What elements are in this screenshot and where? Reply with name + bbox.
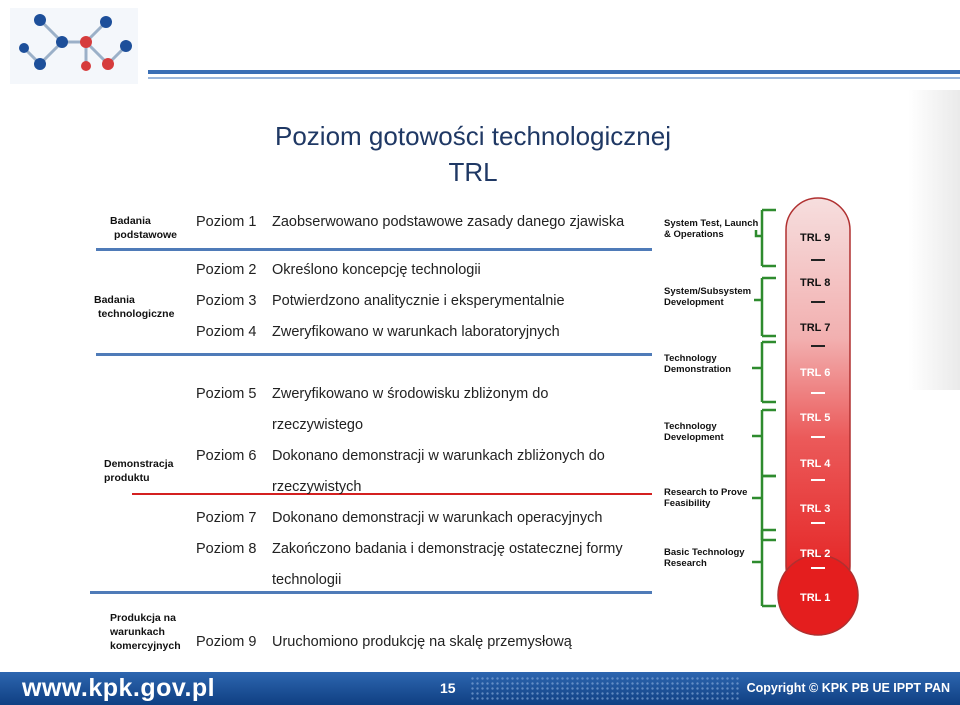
trl-label: TRL 7 xyxy=(800,322,831,334)
stage-label: Technology Demonstration xyxy=(664,353,732,375)
level-label: Poziom 3 xyxy=(196,293,257,309)
stage-label: System Test, Launch & Operations xyxy=(664,218,759,240)
trl-label: TRL 9 xyxy=(800,232,831,244)
level-description-cont: technologii xyxy=(272,572,342,588)
trl-label: TRL 3 xyxy=(800,503,831,515)
level-description-cont: rzeczywistych xyxy=(272,479,362,495)
level-description: Uruchomiono produkcję na skalę przemysłową xyxy=(272,634,572,650)
level-label: Poziom 1 xyxy=(196,214,257,230)
red-divider xyxy=(132,493,660,495)
footer-url[interactable]: www.kpk.gov.pl xyxy=(22,674,216,702)
level-label: Poziom 8 xyxy=(196,541,257,557)
footer-dots xyxy=(470,676,740,702)
trl-label: TRL 8 xyxy=(800,277,831,289)
stage-label: Basic Technology Research xyxy=(664,547,745,569)
group-separator xyxy=(96,248,652,251)
trl-label: TRL 1 xyxy=(800,592,831,604)
level-description: Dokonano demonstracji w warunkach operacyjnych xyxy=(272,510,603,526)
category-label: Badania technologiczne xyxy=(94,294,175,320)
stage-label: Technology Development xyxy=(664,421,724,443)
level-label: Poziom 5 xyxy=(196,386,257,402)
level-description-cont: rzeczywistego xyxy=(272,417,364,433)
group-separator xyxy=(90,591,652,594)
trl-label: TRL 6 xyxy=(800,367,831,379)
level-label: Poziom 2 xyxy=(196,262,257,278)
title-line-2: TRL xyxy=(448,157,498,187)
page-number: 15 xyxy=(440,680,456,696)
category-label: Demonstracja produktu xyxy=(104,458,174,484)
level-description: Zaobserwowano podstawowe zasady danego zjawiska xyxy=(272,214,625,230)
stage-label: Research to Prove Feasibility xyxy=(664,487,748,509)
level-description: Potwierdzono analitycznie i eksperymentalnie xyxy=(272,293,565,309)
trl-label: TRL 5 xyxy=(800,412,831,424)
category-label: Badania podstawowe xyxy=(110,215,178,241)
level-description: Zweryfikowano w warunkach laboratoryjnych xyxy=(272,324,560,340)
category-label: Produkcja na warunkach komercyjnych xyxy=(110,612,181,652)
header-rule xyxy=(148,70,960,74)
kpk-logo xyxy=(10,8,138,84)
trl-label: TRL 4 xyxy=(800,458,831,470)
group-separator xyxy=(96,353,652,356)
level-description: Zweryfikowano w środowisku zbliżonym do xyxy=(272,386,549,402)
stage-label: System/Subsystem Development xyxy=(664,286,752,308)
thermometer-tube xyxy=(786,198,850,598)
level-label: Poziom 6 xyxy=(196,448,257,464)
copyright-text: Copyright © KPK PB UE IPPT PAN xyxy=(746,681,950,695)
level-description: Określono koncepcję technologii xyxy=(272,262,481,278)
trl-label: TRL 2 xyxy=(800,548,831,560)
slide-title xyxy=(0,118,946,190)
level-label: Poziom 7 xyxy=(196,510,257,526)
trl-thermometer xyxy=(652,190,860,655)
title-line-1: Poziom gotowości technologicznej xyxy=(275,121,671,151)
level-label: Poziom 9 xyxy=(196,634,257,650)
level-label: Poziom 4 xyxy=(196,324,257,340)
level-description: Zakończono badania i demonstrację ostatecznej formy xyxy=(272,541,623,557)
stage-brackets xyxy=(752,210,776,606)
level-description: Dokonano demonstracji w warunkach zbliżonych do xyxy=(272,448,605,464)
header-rule-thin xyxy=(148,77,960,79)
